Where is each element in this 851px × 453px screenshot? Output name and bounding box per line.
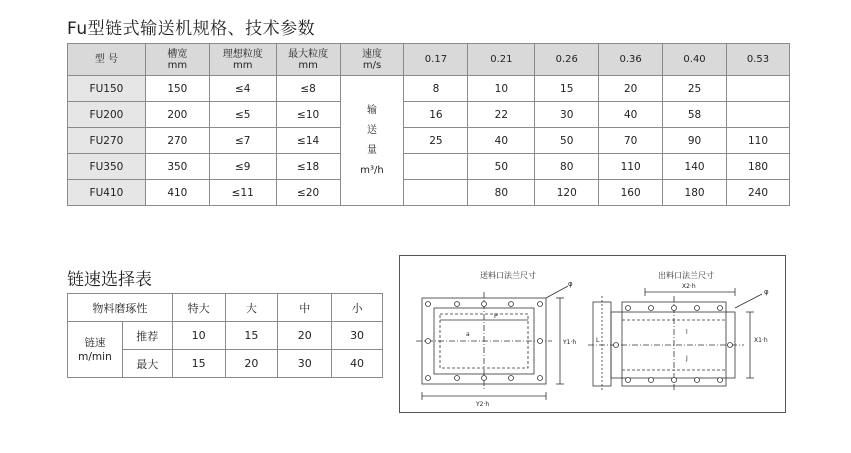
selector-header-row [68, 294, 383, 322]
max-cell: ≤20 [276, 180, 340, 206]
width-cell: 410 [145, 180, 209, 206]
capacity-cell: 180 [663, 180, 727, 206]
max-cell: ≤14 [276, 128, 340, 154]
chain-speed-label: 链速 m/min [68, 322, 123, 378]
model-cell: FU410 [68, 180, 146, 206]
capacity-cell: 30 [535, 102, 599, 128]
chain-speed-table [67, 293, 383, 378]
table-row [68, 322, 383, 350]
capacity-cell: 50 [535, 128, 599, 154]
capacity-cell: 8 [404, 76, 468, 102]
model-cell: FU270 [68, 128, 146, 154]
capacity-cell: 22 [468, 102, 535, 128]
flange-drawing [399, 255, 786, 413]
selector-title: 链速选择表 [67, 270, 152, 290]
outlet-bolt-holes [614, 306, 733, 383]
table-row [68, 180, 790, 206]
l-label: L [596, 337, 600, 344]
table-row [68, 128, 790, 154]
capacity-cell: 180 [727, 154, 790, 180]
capacity-cell: 40 [599, 102, 663, 128]
phi-label-right: φ [764, 288, 769, 296]
speed-cell: 30 [278, 350, 332, 378]
capacity-cell: 160 [599, 180, 663, 206]
header-slot-width: 槽宽 mm [145, 44, 209, 76]
speed-col: 0.21 [468, 44, 535, 76]
speed-col: 0.36 [599, 44, 663, 76]
header-speed: 速度 m/s [340, 44, 404, 76]
outlet-flange-outline [588, 288, 762, 392]
header-level: 特大 [172, 294, 225, 322]
model-cell: FU150 [68, 76, 146, 102]
header-max-size: 最大粒度 mm [276, 44, 340, 76]
capacity-cell: 25 [663, 76, 727, 102]
header-level: 大 [225, 294, 278, 322]
capacity-cell: 80 [535, 154, 599, 180]
ideal-cell: ≤4 [209, 76, 276, 102]
x1-label: X1·h [754, 337, 768, 344]
ideal-cell: ≤9 [209, 154, 276, 180]
speed-cell: 20 [278, 322, 332, 350]
model-cell: FU200 [68, 102, 146, 128]
capacity-cell: 16 [404, 102, 468, 128]
x2-label: X2·h [682, 283, 696, 290]
capacity-cell: 20 [599, 76, 663, 102]
capacity-cell: 110 [599, 154, 663, 180]
capacity-cell: 240 [727, 180, 790, 206]
capacity-cell: 120 [535, 180, 599, 206]
spec-header-row [68, 44, 790, 76]
capacity-cell: 50 [468, 154, 535, 180]
ideal-cell: ≤11 [209, 180, 276, 206]
speed-col: 0.53 [727, 44, 790, 76]
speed-col: 0.17 [404, 44, 468, 76]
speed-cell: 15 [172, 350, 225, 378]
spec-title: Fu型链式输送机规格、技术参数 [67, 19, 316, 39]
table-row [68, 102, 790, 128]
model-cell: FU350 [68, 154, 146, 180]
capacity-unit-cell: 输 送 量 m³/h [340, 76, 404, 206]
speed-col: 0.40 [663, 44, 727, 76]
max-cell: ≤18 [276, 154, 340, 180]
flange-drawing-svg [400, 256, 785, 412]
recommended-label: 推荐 [122, 322, 172, 350]
speed-col: 0.26 [535, 44, 599, 76]
speed-cell: 10 [172, 322, 225, 350]
header-ideal-size: 理想粒度 mm [209, 44, 276, 76]
a-label: a [466, 331, 470, 338]
width-cell: 150 [145, 76, 209, 102]
inlet-flange-title: 送料口法兰尺寸 [480, 271, 536, 280]
outlet-flange-title: 出料口法兰尺寸 [658, 271, 714, 280]
capacity-cell: 80 [468, 180, 535, 206]
speed-cell: 20 [225, 350, 278, 378]
y1-label: Y1·h [563, 339, 577, 346]
capacity-cell: 25 [404, 128, 468, 154]
phi-label: φ [568, 280, 573, 288]
capacity-cell: 15 [535, 76, 599, 102]
table-row [68, 76, 790, 102]
capacity-cell: 90 [663, 128, 727, 154]
capacity-cell [727, 102, 790, 128]
capacity-cell: 110 [727, 128, 790, 154]
ll-label: l [686, 329, 688, 336]
speed-cell: 15 [225, 322, 278, 350]
speed-cell: 30 [332, 322, 383, 350]
width-cell: 350 [145, 154, 209, 180]
inlet-flange-outline [416, 286, 568, 400]
header-abrasiveness: 物料磨琢性 [68, 294, 173, 322]
maximum-label: 最大 [122, 350, 172, 378]
speed-cell: 40 [332, 350, 383, 378]
capacity-cell: 58 [663, 102, 727, 128]
capacity-cell [404, 180, 468, 206]
capacity-cell [727, 76, 790, 102]
header-model: 型 号 [68, 44, 146, 76]
max-cell: ≤10 [276, 102, 340, 128]
capacity-cell: 70 [599, 128, 663, 154]
ideal-cell: ≤7 [209, 128, 276, 154]
spec-table [67, 43, 790, 206]
y2-label: Y2·h [476, 401, 490, 408]
capacity-cell: 40 [468, 128, 535, 154]
width-cell: 270 [145, 128, 209, 154]
capacity-cell [404, 154, 468, 180]
capacity-cell: 10 [468, 76, 535, 102]
ideal-cell: ≤5 [209, 102, 276, 128]
p-label: P [494, 313, 498, 320]
j-label: J [686, 355, 688, 362]
header-level: 小 [332, 294, 383, 322]
width-cell: 200 [145, 102, 209, 128]
table-row [68, 154, 790, 180]
max-cell: ≤8 [276, 76, 340, 102]
capacity-cell: 140 [663, 154, 727, 180]
header-level: 中 [278, 294, 332, 322]
